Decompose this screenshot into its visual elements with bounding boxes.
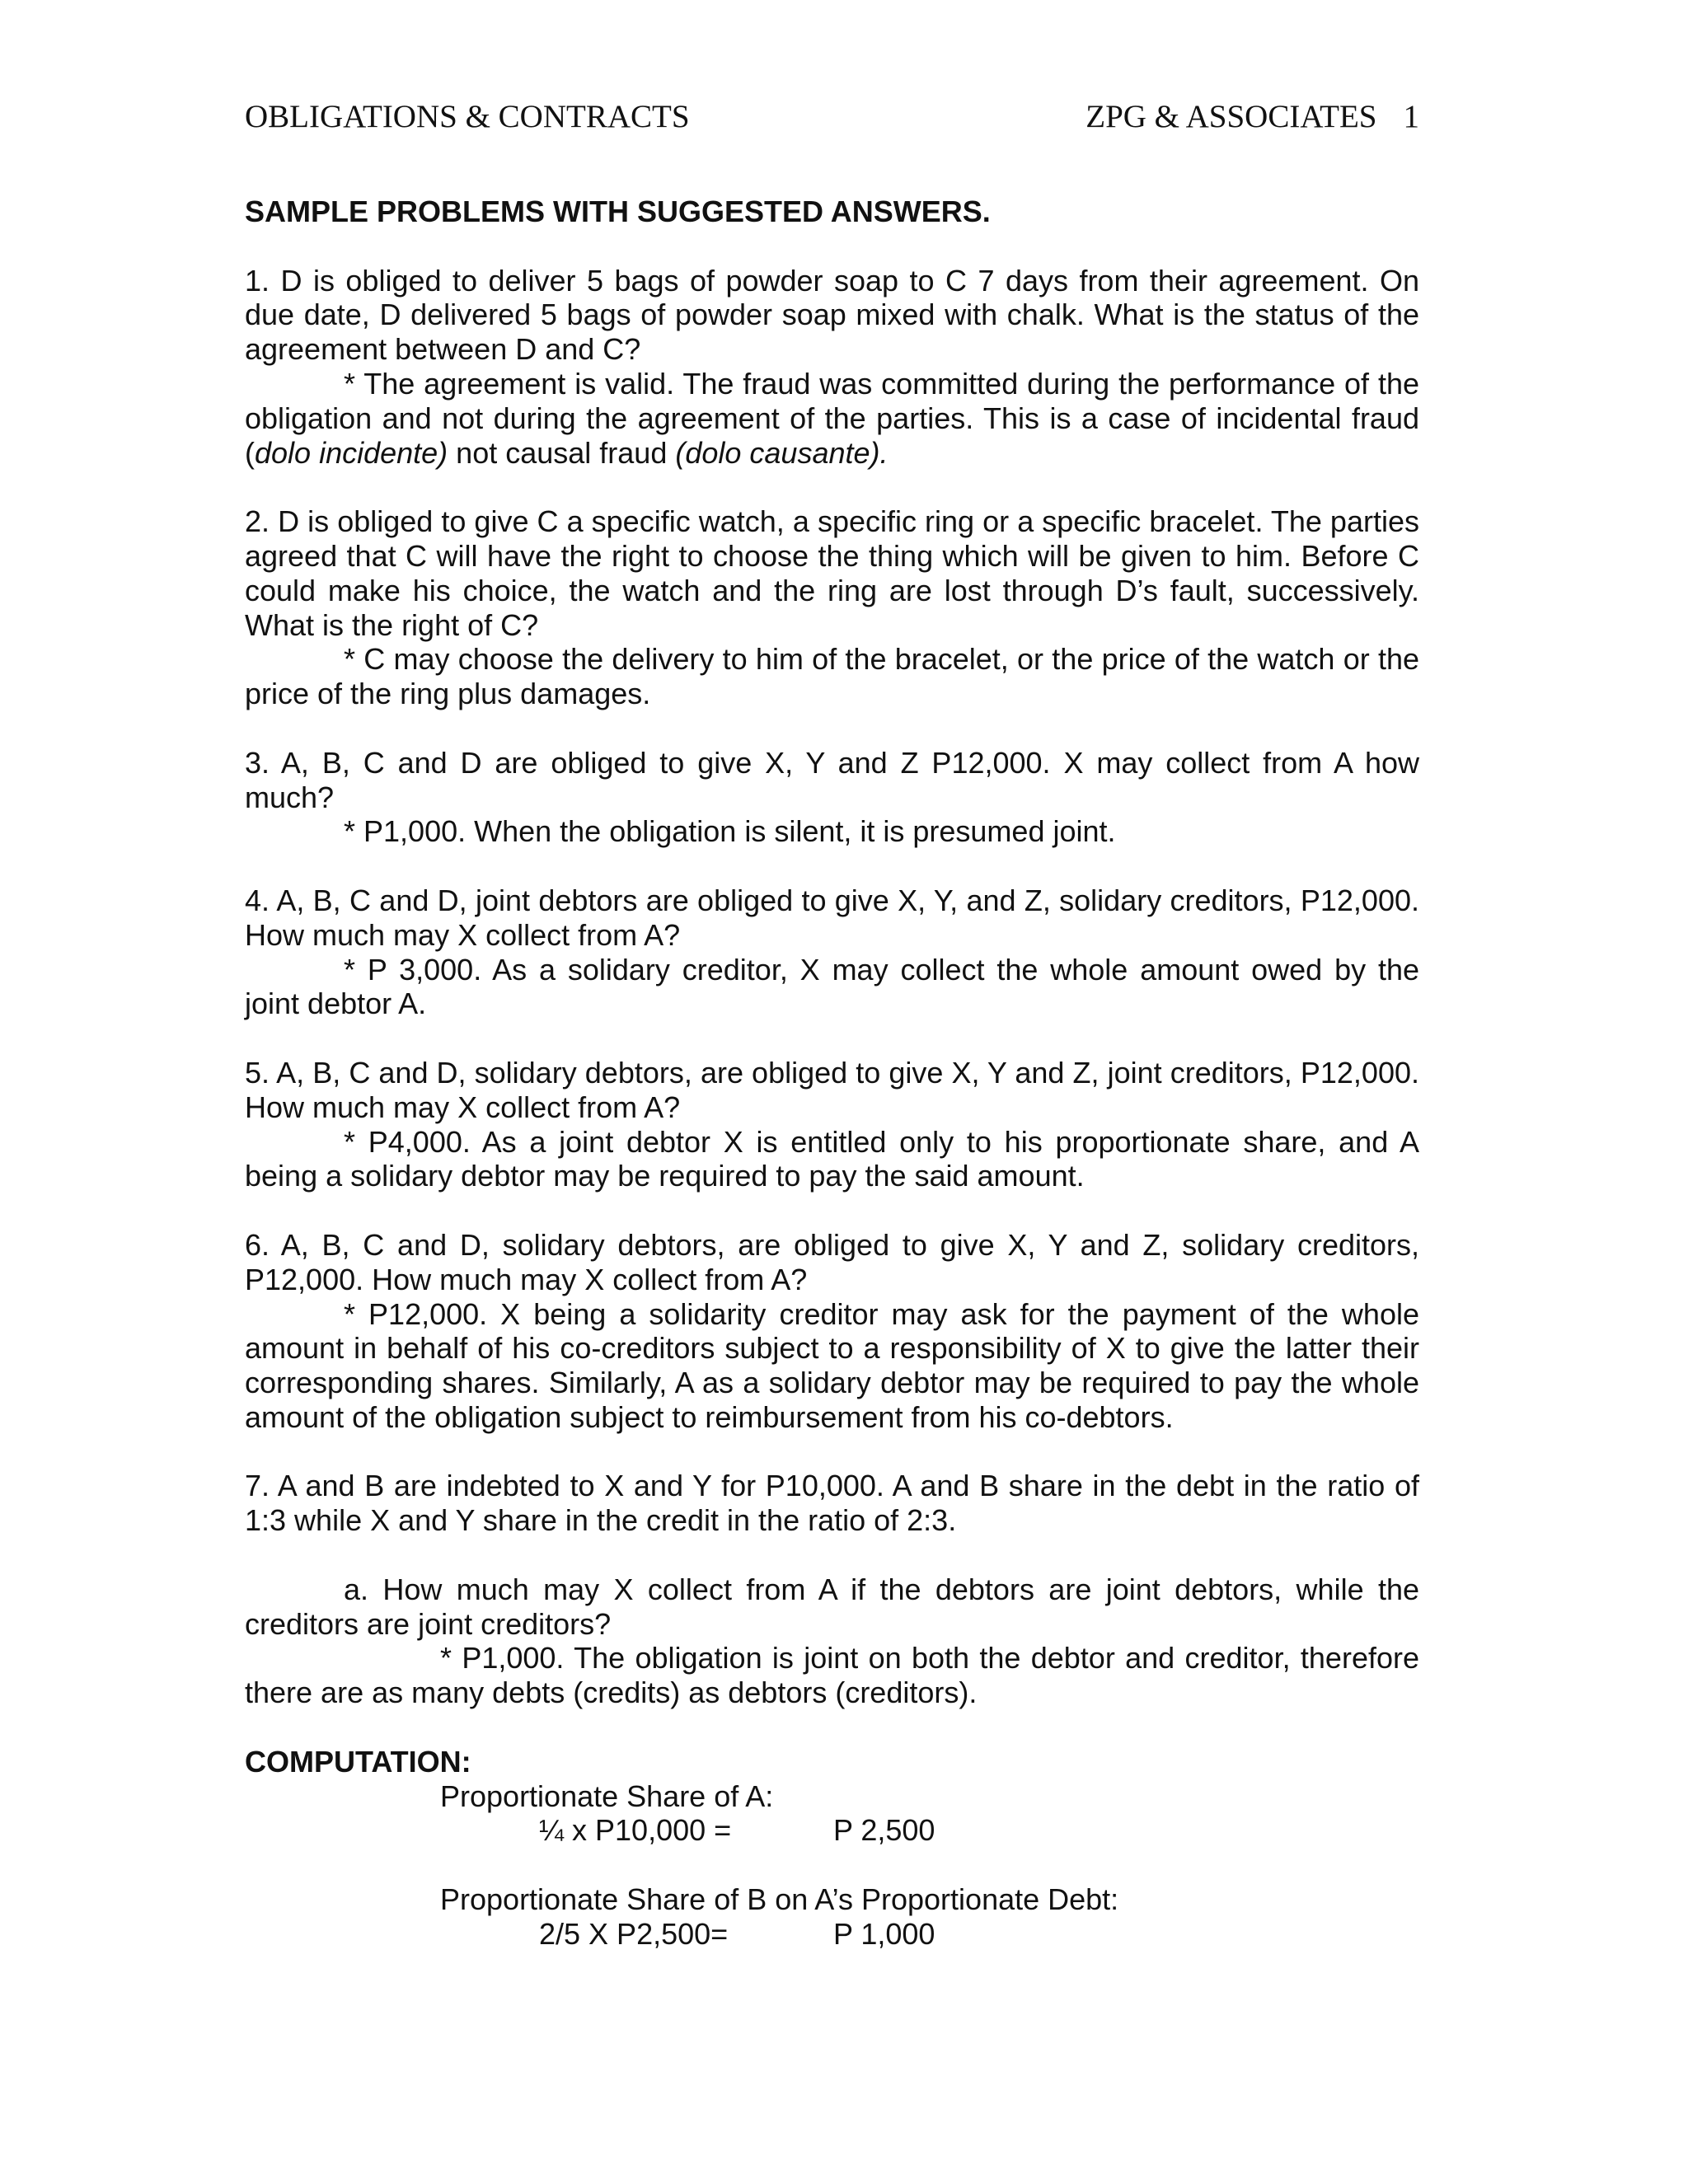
- problem-1: [245, 264, 1419, 471]
- problem-2-answer: * C may choose the delivery to him of the bracelet, or the price of the watch or the price of the ring plus damages.: [245, 642, 1419, 711]
- computation-formula-2: 2/5 X P2,500=: [539, 1916, 729, 1951]
- problem-1-answer: * The agreement is valid. The fraud was committed during the performance of the obligation and not during the agreement of the parties. This is a case of incidental fraud (dolo incidente) not causal fraud (dolo causante).: [245, 366, 1419, 470]
- problem-5-answer: * P4,000. As a joint debtor X is entitled only to his proportionate share, and A being a solidary debtor may be required to pay the said amount.: [245, 1124, 1419, 1193]
- header-title-right: ZPG & ASSOCIATES: [1085, 99, 1377, 134]
- problem-7a-question: a. How much may X collect from A if the debtors are joint debtors, while the creditors are joint creditors?: [245, 1572, 1419, 1641]
- computation-line-2: [245, 1917, 1419, 1952]
- problem-1-question: 1. D is obliged to deliver 5 bags of powder soap to C 7 days from their agreement. On due date, D delivered 5 bags of powder soap mixed with chalk. What is the status of the agreement between D and C?: [245, 263, 1419, 367]
- problem-7-question: 7. A and B are indebted to X and Y for P10,000. A and B share in the debt in the ratio of 1:3 while X and Y share in the credit in the ratio of 2:3.: [245, 1469, 1419, 1538]
- problem-7a-answer: * P1,000. The obligation is joint on both the debtor and creditor, therefore there are as many debts (credits) as debtors (creditors).: [245, 1641, 1419, 1710]
- page-header: [245, 92, 1419, 142]
- computation-spacer: [245, 1848, 1419, 1882]
- computation-result-1: P 2,500: [833, 1813, 935, 1848]
- problem-4-answer: * P 3,000. As a solidary creditor, X may collect the whole amount owed by the joint debtor A.: [245, 952, 1419, 1021]
- problem-4: [245, 883, 1419, 1021]
- header-right: [1085, 92, 1419, 142]
- problem-3: [245, 746, 1419, 849]
- computation-result-2: P 1,000: [833, 1916, 935, 1951]
- problem-5: [245, 1056, 1419, 1193]
- problem-6: [245, 1228, 1419, 1435]
- header-title-left: OBLIGATIONS & CONTRACTS: [245, 99, 690, 134]
- computation-label-1: Proportionate Share of A:: [440, 1779, 774, 1813]
- problem-2: [245, 504, 1419, 711]
- problem-2-question: 2. D is obliged to give C a specific watch, a specific ring or a specific bracelet. The parties agreed that C will have the right to choose the thing which will be given to him. Before C could make his choice, the watch and the ring are lost through D’s fault, successively. What is the right of C?: [245, 504, 1419, 642]
- computation-heading: COMPUTATION:: [245, 1744, 471, 1779]
- problem-7: [245, 1469, 1419, 1710]
- problem-5-question: 5. A, B, C and D, solidary debtors, are obliged to give X, Y and Z, joint creditors, P12,000. How much may X collect from A?: [245, 1055, 1419, 1124]
- problem-6-answer: * P12,000. X being a solidarity creditor may ask for the payment of the whole amount in behalf of his co-creditors subject to a responsibility of X to give the latter their corresponding shares. Similarly, A as a solidary debtor may be required to pay the whole amount of the obligation subject to reimbursement from his co-debtors.: [245, 1296, 1419, 1434]
- page-number: 1: [1403, 99, 1419, 134]
- problem-3-answer: * P1,000. When the obligation is silent, it is presumed joint.: [344, 814, 1116, 849]
- problem-4-question: 4. A, B, C and D, joint debtors are obliged to give X, Y, and Z, solidary creditors, P12,000. How much may X collect from A?: [245, 883, 1419, 952]
- computation-formula-1: ¼ x P10,000 =: [539, 1813, 732, 1848]
- computation-label-2: Proportionate Share of B on A’s Proportionate Debt:: [440, 1882, 1119, 1917]
- problem-6-question: 6. A, B, C and D, solidary debtors, are obliged to give X, Y and Z, solidary creditors, P12,000. How much may X collect from A?: [245, 1227, 1419, 1296]
- document-heading: SAMPLE PROBLEMS WITH SUGGESTED ANSWERS.: [245, 194, 991, 228]
- problem-3-question: 3. A, B, C and D are obliged to give X, Y and Z P12,000. X may collect from A how much?: [245, 745, 1419, 814]
- document-body: [245, 194, 1419, 1952]
- problem-7a: [245, 1572, 1419, 1710]
- computation-line-1: [245, 1813, 1419, 1848]
- computation-section: [245, 1745, 1419, 1952]
